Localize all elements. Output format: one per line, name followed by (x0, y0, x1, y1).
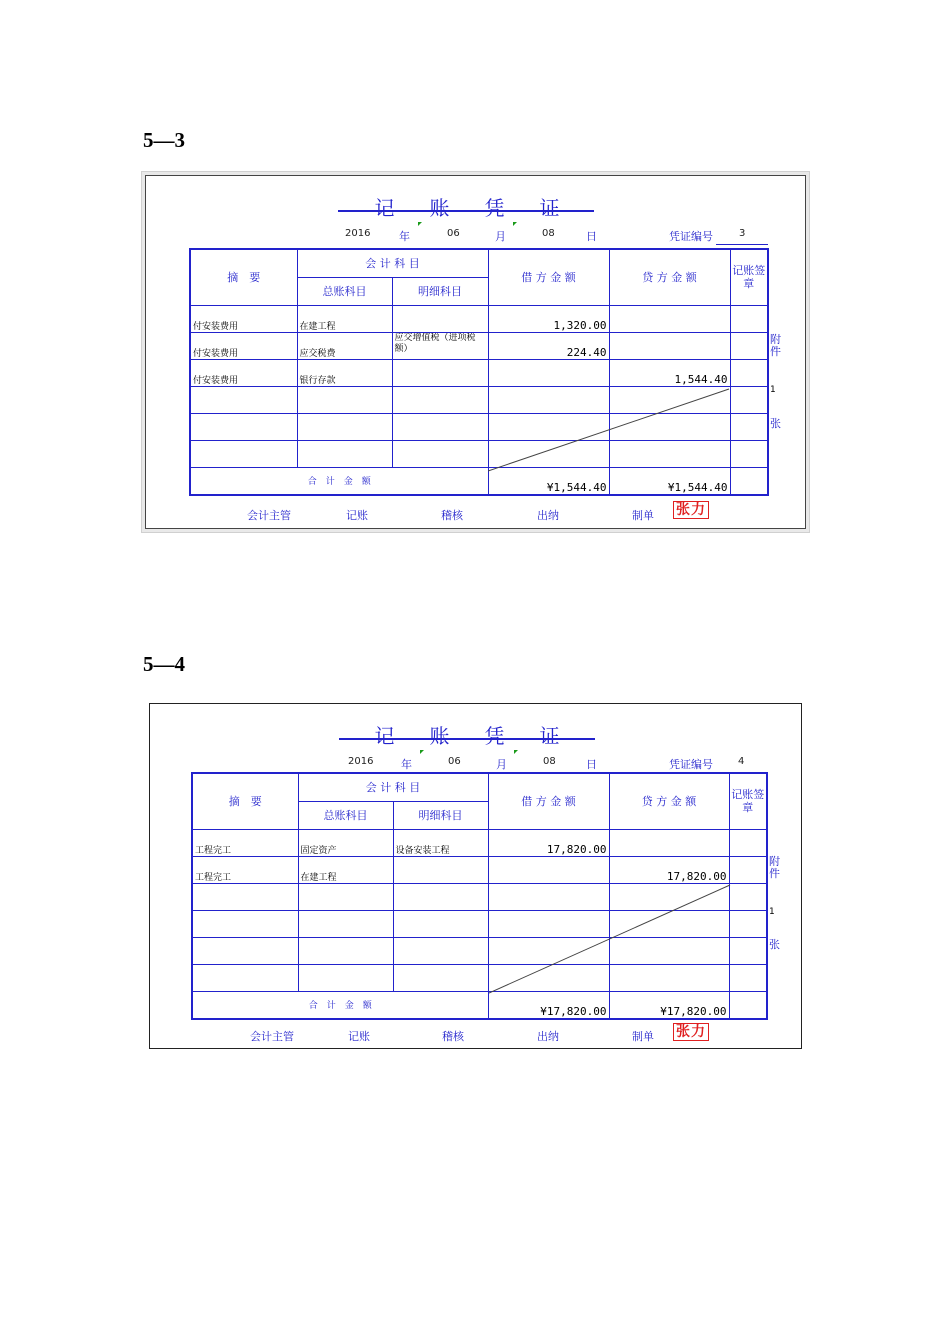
voucher-no-label: 凭证编号 (669, 758, 713, 771)
attachment-label: 附件 (769, 855, 780, 880)
voucher-month: 06 (447, 228, 460, 239)
row-debit (488, 856, 609, 883)
row-detail-account (392, 305, 488, 332)
total-credit: ¥1,544.40 (609, 467, 730, 495)
row-detail-account (392, 359, 488, 386)
title-char: 账 (429, 724, 450, 748)
row-debit (488, 359, 609, 386)
row-sign (729, 856, 767, 883)
voucher-no-underline (716, 244, 768, 245)
table-row (192, 856, 767, 883)
row-general-account: 在建工程 (298, 856, 393, 883)
credit-header: 贷 方 金 额 (609, 773, 729, 829)
table-row (190, 359, 768, 386)
table-row (190, 413, 768, 440)
year-unit: 年 (399, 230, 410, 243)
total-sign (729, 991, 767, 1019)
row-sign (730, 305, 768, 332)
row-summary: 工程完工 (192, 829, 298, 856)
row-sign (730, 359, 768, 386)
attachment-label: 附件 (770, 333, 781, 358)
voucher-title (342, 720, 592, 749)
sign-header: 记账签章 (730, 249, 768, 305)
detail-account-header: 明细科目 (392, 277, 488, 305)
row-sign (730, 332, 768, 359)
row-detail-account: 设备安装工程 (393, 829, 488, 856)
voucher-month: 06 (448, 756, 461, 767)
signature-cashier: 出纳 (537, 1030, 559, 1043)
row-detail-account: 应交增值税（进项税额） (392, 332, 488, 359)
month-unit: 月 (495, 230, 506, 243)
voucher-day: 08 (543, 756, 556, 767)
row-summary: 付安装费用 (190, 332, 297, 359)
signature-auditor: 稽核 (441, 509, 463, 522)
row-general-account: 银行存款 (297, 359, 392, 386)
table-row (192, 910, 767, 937)
cell-flag-icon (420, 750, 424, 754)
title-char: 记 (374, 724, 395, 748)
row-summary: 工程完工 (192, 856, 298, 883)
cell-flag-icon (513, 222, 517, 226)
signature-supervisor: 会计主管 (250, 1030, 294, 1043)
row-credit: 1,544.40 (609, 359, 730, 386)
table-row (192, 964, 767, 991)
year-unit: 年 (401, 758, 412, 771)
signature-cashier: 出纳 (537, 509, 559, 522)
summary-header: 摘 要 (190, 249, 297, 305)
total-row (192, 991, 767, 1019)
general-ledger-header: 总账科目 (297, 277, 392, 305)
account-header: 会 计 科 目 (297, 249, 488, 277)
row-credit (609, 332, 730, 359)
row-general-account: 在建工程 (297, 305, 392, 332)
voucher-title (342, 192, 592, 221)
row-general-account: 固定资产 (298, 829, 393, 856)
row-summary: 付安装费用 (190, 305, 297, 332)
title-char: 凭 (484, 724, 505, 748)
section-label: 5—4 (143, 652, 185, 676)
row-credit (609, 305, 730, 332)
section-label: 5—3 (143, 128, 185, 152)
preparer-stamp: 张力 (673, 501, 709, 519)
signature-supervisor: 会计主管 (247, 509, 291, 522)
cell-flag-icon (514, 750, 518, 754)
cell-flag-icon (418, 222, 422, 226)
row-debit: 17,820.00 (488, 829, 609, 856)
row-detail-account (393, 856, 488, 883)
table-row (190, 332, 768, 359)
sign-header: 记账签章 (729, 773, 767, 829)
preparer-stamp: 张力 (673, 1023, 709, 1041)
attachment-unit: 张 (769, 938, 780, 951)
title-underline (339, 738, 595, 740)
total-credit: ¥17,820.00 (609, 991, 729, 1019)
debit-header: 借 方 金 额 (488, 249, 609, 305)
signature-bookkeeper: 记账 (346, 509, 368, 522)
table-row (190, 386, 768, 413)
detail-account-header: 明细科目 (393, 801, 488, 829)
title-char: 证 (539, 724, 560, 748)
title-underline (338, 210, 594, 212)
total-label: 合 计 金 额 (190, 467, 488, 495)
voucher-day: 08 (542, 228, 555, 239)
voucher-no: 3 (739, 228, 746, 239)
table-row (190, 440, 768, 467)
month-unit: 月 (496, 758, 507, 771)
total-debit: ¥17,820.00 (488, 991, 609, 1019)
title-char: 证 (539, 196, 560, 220)
voucher-table (191, 772, 768, 1020)
accounting-voucher (149, 703, 802, 1049)
signature-auditor: 稽核 (442, 1030, 464, 1043)
debit-header: 借 方 金 额 (488, 773, 609, 829)
title-char: 凭 (484, 196, 505, 220)
credit-header: 贷 方 金 额 (609, 249, 730, 305)
summary-header: 摘 要 (192, 773, 298, 829)
total-sign (730, 467, 768, 495)
day-unit: 日 (586, 230, 597, 243)
voucher-no: 4 (738, 756, 745, 767)
signature-preparer-label: 制单 (632, 509, 654, 522)
table-row (192, 937, 767, 964)
general-ledger-header: 总账科目 (298, 801, 393, 829)
signature-preparer-label: 制单 (632, 1030, 654, 1043)
account-header: 会 计 科 目 (298, 773, 488, 801)
voucher-year: 2016 (348, 756, 374, 767)
row-summary: 付安装费用 (190, 359, 297, 386)
table-row (192, 883, 767, 910)
signature-bookkeeper: 记账 (348, 1030, 370, 1043)
attachment-unit: 张 (770, 417, 781, 430)
voucher-year: 2016 (345, 228, 371, 239)
total-label: 合 计 金 额 (192, 991, 488, 1019)
table-row (190, 305, 768, 332)
total-debit: ¥1,544.40 (488, 467, 609, 495)
table-row (192, 829, 767, 856)
title-char: 账 (429, 196, 450, 220)
total-row (190, 467, 768, 495)
row-debit: 1,320.00 (488, 305, 609, 332)
voucher-table (189, 248, 769, 496)
row-debit: 224.40 (488, 332, 609, 359)
row-sign (729, 829, 767, 856)
attachment-count: 1 (770, 385, 776, 395)
attachment-count: 1 (769, 907, 775, 917)
title-char: 记 (374, 196, 395, 220)
row-credit (609, 829, 729, 856)
row-general-account: 应交税费 (297, 332, 392, 359)
accounting-voucher (145, 175, 806, 529)
row-credit: 17,820.00 (609, 856, 729, 883)
day-unit: 日 (586, 758, 597, 771)
voucher-no-label: 凭证编号 (669, 230, 713, 243)
